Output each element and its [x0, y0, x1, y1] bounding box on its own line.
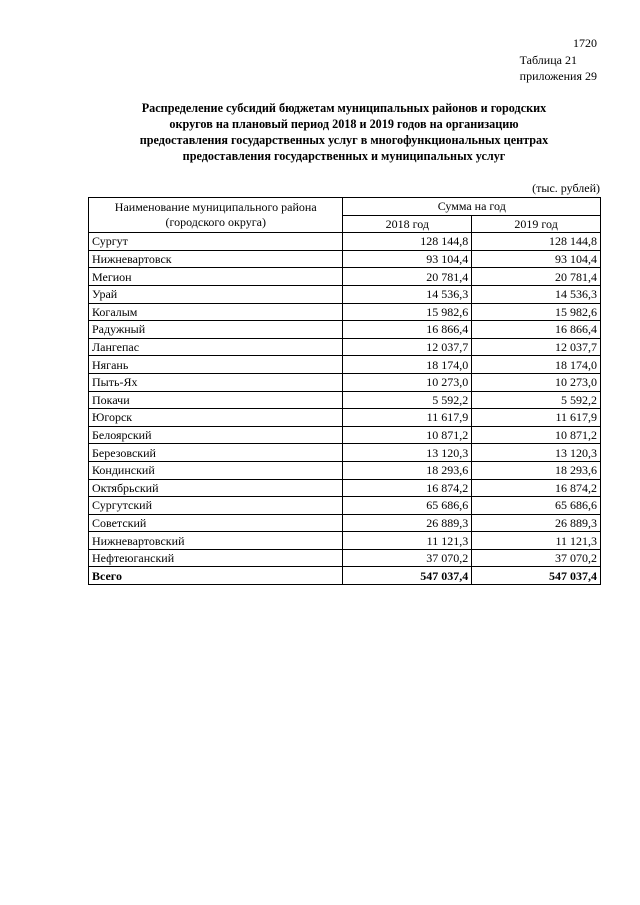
title-line-4: предоставления государственных и муниципальных услуг [182, 149, 506, 163]
table-row [89, 426, 601, 444]
header-annual-sum: Сумма на год [343, 198, 601, 216]
row-district-name: Урай [89, 285, 343, 303]
table-row [89, 285, 601, 303]
table-header-row [89, 198, 601, 216]
row-district-name: Кондинский [89, 461, 343, 479]
page-number: 1720 [573, 36, 597, 50]
row-value-2018: 18 174,0 [343, 356, 472, 374]
row-value-2019: 18 293,6 [472, 461, 601, 479]
title-line-1: Распределение субсидий бюджетам муниципальных районов и городских [141, 101, 547, 115]
table-row [89, 479, 601, 497]
row-value-2018: 12 037,7 [343, 338, 472, 356]
row-district-name: Нефтеюганский [89, 549, 343, 567]
row-value-2018: 11 121,3 [343, 532, 472, 550]
table-body [89, 233, 601, 567]
row-value-2019: 10 273,0 [472, 373, 601, 391]
table-row [89, 233, 601, 251]
row-value-2019: 10 871,2 [472, 426, 601, 444]
header-year-2019: 2019 год [472, 215, 601, 233]
row-value-2018: 16 874,2 [343, 479, 472, 497]
table-row [89, 514, 601, 532]
row-value-2019: 15 982,6 [472, 303, 601, 321]
row-value-2019: 13 120,3 [472, 444, 601, 462]
table-row [89, 391, 601, 409]
row-district-name: Советский [89, 514, 343, 532]
row-value-2019: 128 144,8 [472, 233, 601, 251]
row-value-2019: 20 781,4 [472, 268, 601, 286]
row-district-name: Радужный [89, 321, 343, 339]
row-value-2019: 11 121,3 [472, 532, 601, 550]
row-value-2018: 10 871,2 [343, 426, 472, 444]
row-value-2018: 65 686,6 [343, 497, 472, 515]
row-district-name: Березовский [89, 444, 343, 462]
row-district-name: Когалым [89, 303, 343, 321]
row-district-name: Лангепас [89, 338, 343, 356]
row-district-name: Сургутский [89, 497, 343, 515]
table-row [89, 321, 601, 339]
row-district-name: Октябрьский [89, 479, 343, 497]
row-value-2019: 65 686,6 [472, 497, 601, 515]
row-district-name: Покачи [89, 391, 343, 409]
header-district-name: Наименование муниципального района (городского округа) [89, 198, 343, 233]
row-value-2018: 37 070,2 [343, 549, 472, 567]
units-label: (тыс. рублей) [532, 181, 600, 195]
row-value-2018: 20 781,4 [343, 268, 472, 286]
table-row [89, 532, 601, 550]
table-row [89, 549, 601, 567]
table-row [89, 268, 601, 286]
subsidy-table [88, 197, 601, 585]
table-row [89, 461, 601, 479]
table-row [89, 373, 601, 391]
row-value-2018: 93 104,4 [343, 250, 472, 268]
table-row [89, 444, 601, 462]
row-value-2018: 10 273,0 [343, 373, 472, 391]
row-district-name: Нижневартовск [89, 250, 343, 268]
total-2018: 547 037,4 [343, 567, 472, 585]
total-2019: 547 037,4 [472, 567, 601, 585]
table-row [89, 338, 601, 356]
row-value-2018: 15 982,6 [343, 303, 472, 321]
row-value-2019: 5 592,2 [472, 391, 601, 409]
title-line-2: округов на плановый период 2018 и 2019 годов на организацию [169, 117, 519, 131]
document-title [88, 100, 600, 164]
annex-table-label: Таблица 21 [519, 53, 577, 67]
row-value-2018: 18 293,6 [343, 461, 472, 479]
row-value-2019: 18 174,0 [472, 356, 601, 374]
total-label: Всего [89, 567, 343, 585]
row-value-2019: 14 536,3 [472, 285, 601, 303]
row-district-name: Югорск [89, 409, 343, 427]
row-value-2018: 14 536,3 [343, 285, 472, 303]
row-value-2018: 11 617,9 [343, 409, 472, 427]
row-district-name: Нижневартовский [89, 532, 343, 550]
annex-reference [520, 52, 597, 84]
table-row [89, 409, 601, 427]
annex-appendix-label: приложения 29 [519, 69, 597, 83]
table-row [89, 497, 601, 515]
title-line-3: предоставления государственных услуг в многофункциональных центрах [139, 133, 549, 147]
row-district-name: Белоярский [89, 426, 343, 444]
table-row [89, 250, 601, 268]
row-value-2018: 5 592,2 [343, 391, 472, 409]
row-district-name: Мегион [89, 268, 343, 286]
row-value-2019: 12 037,7 [472, 338, 601, 356]
row-value-2019: 11 617,9 [472, 409, 601, 427]
row-value-2018: 128 144,8 [343, 233, 472, 251]
row-value-2019: 93 104,4 [472, 250, 601, 268]
header-year-2018: 2018 год [343, 215, 472, 233]
table-row [89, 303, 601, 321]
row-value-2018: 13 120,3 [343, 444, 472, 462]
row-value-2019: 37 070,2 [472, 549, 601, 567]
table-total-row [89, 567, 601, 585]
row-value-2018: 16 866,4 [343, 321, 472, 339]
row-value-2018: 26 889,3 [343, 514, 472, 532]
row-district-name: Сургут [89, 233, 343, 251]
row-value-2019: 16 866,4 [472, 321, 601, 339]
row-district-name: Пыть-Ях [89, 373, 343, 391]
row-district-name: Нягань [89, 356, 343, 374]
row-value-2019: 26 889,3 [472, 514, 601, 532]
table-row [89, 356, 601, 374]
row-value-2019: 16 874,2 [472, 479, 601, 497]
